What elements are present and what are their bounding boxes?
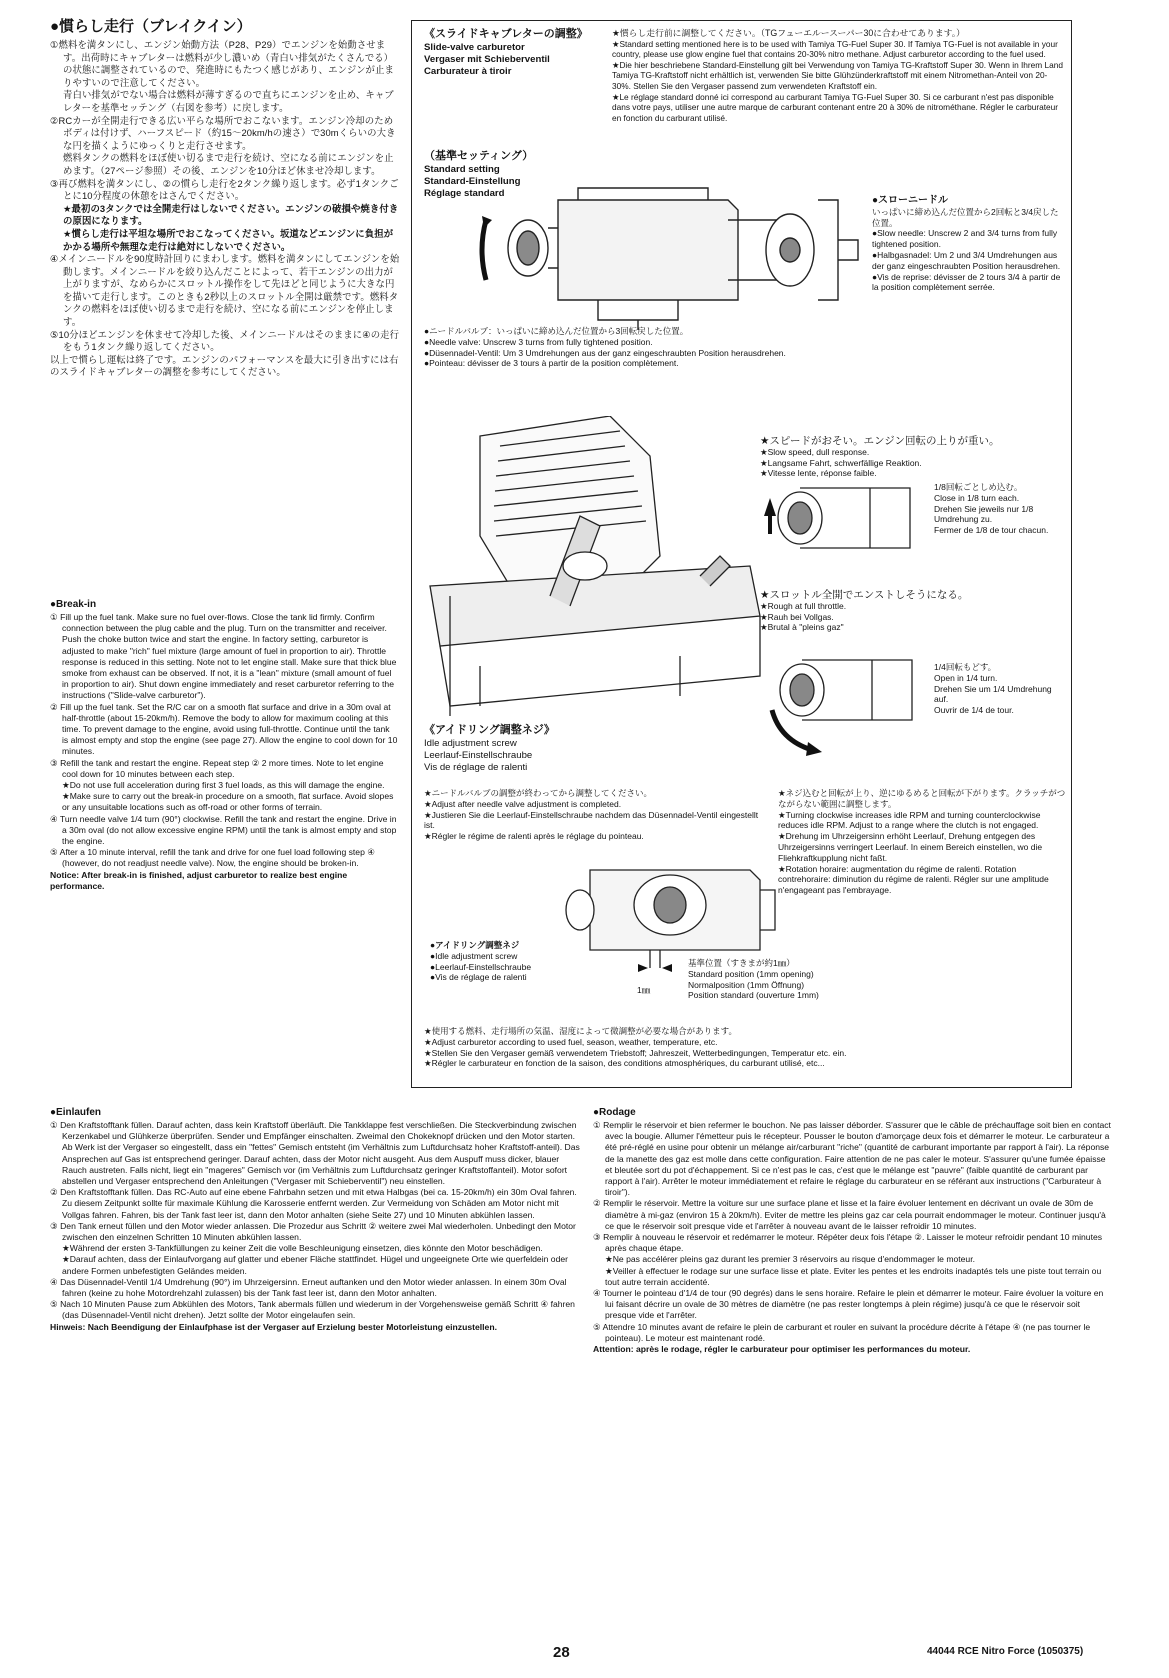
engine-illustration xyxy=(420,416,780,716)
needle-valve-fr: ●Pointeau: dévisser de 3 tours à partir de la position complètement. xyxy=(424,358,679,369)
idle-rpm-ja: ★ネジ込むと回転が上り、逆にゆるめると回転が下がります。クラッチがつながらない範囲に調整します。 xyxy=(778,788,1066,809)
std-title-en: Standard setting xyxy=(424,164,500,175)
std-pos-fr: Position standard (ouverture 1mm) xyxy=(688,990,819,1001)
fr-step-5: ⑤ Attendre 10 minutes avant de refaire le plein de carburant et rouler en suivant la procédure décrite à l'étape ④ (ne pas tourner le pointeau). Le moteur est maintenant rodé. xyxy=(593,1321,1091,1343)
idle-note-en: ★Adjust after needle valve adjustment is completed. xyxy=(424,798,622,809)
slow-needle-de: ●Halbgasnadel: Um 2 und 3/4 Umdrehungen aus der ganz eingeschraubten Position herausdrehen. xyxy=(872,249,1061,271)
en-step-3-warning-a: ★Do not use full acceleration during first 3 fuel loads, as this will damage the engine. xyxy=(62,780,385,791)
ja-step-3: ③再び燃料を満タンにし、②の慣らし走行を2タンク繰り返します。必ず1タンクごとに10分程度の休憩をはさんでください。 xyxy=(50,177,399,202)
ja-step-2: ②RCカーが全開走行できる広い平らな場所でおこないます。エンジン冷却のためボディは付けず、ハーフスピード（約15〜20km/hの速さ）で30mくらいの大きな円を描くようにゆっくりと走行させます。 xyxy=(50,114,396,151)
gap-1mm-label: 1㎜ xyxy=(637,985,651,995)
slide-title-en: Slide-valve carburetor xyxy=(424,42,525,53)
fr-attention: Attention: après le rodage, régler le carburateur pour optimiser les performances du moteur. xyxy=(593,1344,971,1355)
slow-speed-de: ★Langsame Fahrt, schwerfällige Reaktion. xyxy=(760,457,922,468)
open-quarter-label xyxy=(934,662,1066,716)
std-pos-ja: 基準位置（すきまが約1㎜） xyxy=(688,958,795,968)
std-pos-de: Normalposition (1mm Öffnung) xyxy=(688,979,805,990)
japanese-breakin-section xyxy=(50,18,402,379)
de-hinweis: Hinweis: Nach Beendigung der Einlaufphase ist der Vergaser auf Erzielung bester Motorleistung einzustellen. xyxy=(50,1321,497,1332)
rough-fr: ★Brutal à "pleins gaz" xyxy=(760,622,844,633)
needle-valve-ja: ●ニードルバルブ：いっぱいに締め込んだ位置から3回転戻した位置。 xyxy=(424,326,689,336)
fr-step-3-warning-a: ★Ne pas accélérer pleins gaz durant les premier 3 réservoirs au risque d'endommager le moteur. xyxy=(605,1254,975,1265)
breakin-heading: ●Break-in xyxy=(50,599,97,610)
idle-label-ja: ●アイドリング調整ネジ xyxy=(430,940,520,950)
std-pos-en: Standard position (1mm opening) xyxy=(688,968,814,979)
idle-rpm-notes xyxy=(778,788,1066,896)
idle-rpm-en: ★Turning clockwise increases idle RPM and turning counterclockwise reduces idle RPM. Adjust to a range where the clutch is not engaged. xyxy=(778,809,1041,831)
carburetor-standard-illustration xyxy=(478,180,878,330)
rough-en: ★Rough at full throttle. xyxy=(760,600,847,611)
ja-step-3-warning-a: ★最初の3タンクでは全開走行はしないでください。エンジンの破損や焼き付きの原因になります。 xyxy=(63,202,399,227)
close-eighth-ja: 1/8回転ごとしめ込む。 xyxy=(934,482,1023,492)
slow-speed-en: ★Slow speed, dull response. xyxy=(760,446,870,457)
rough-ja: ★スロットル全開でエンストしそうになる。 xyxy=(760,589,969,601)
idle-note-fr: ★Régler le régime de ralenti après le réglage du pointeau. xyxy=(424,831,644,842)
idle-label-fr: ●Vis de réglage de ralenti xyxy=(430,972,527,983)
idle-rpm-de: ★Drehung im Uhrzeigersinn erhöht Leerlauf, Drehung entgegen des Uhrzeigersinns verringert Leerlauf. In einem Bereich einstellen, wo die Fliehkraftkupplung nicht faßt. xyxy=(778,831,1043,863)
fr-step-3-warning-b: ★Veiller à effectuer le rodage sur une surface lisse et plate. Eviter les pentes et les endroits inadaptés tels une piste tout terrain ou tout autre terrain accidenté. xyxy=(605,1265,1102,1287)
needle-valve-de: ●Düsennadel-Ventil: Um 3 Umdrehungen aus der ganz eingeschraubten Position herausdrehen. xyxy=(424,347,786,358)
adjust-footer-de: ★Stellen Sie den Vergaser gemäß verwendetem Triebstoff; Jahreszeit, Wetterbedingungen, Temperatur etc. ein. xyxy=(424,1047,847,1058)
ja-step-2-note: 燃料タンクの燃料をほぼ使い切るまで走行を続け、空になる前にエンジンを止めます。（27ページ参照）その後、エンジンを10分ほど休ませ冷却します。 xyxy=(63,152,394,176)
close-eighth-de: Drehen Sie jeweils nur 1/8 Umdrehung zu. xyxy=(934,503,1034,525)
slow-speed-ja: ★スピードがおそい。エンジン回転の上りが重い。 xyxy=(760,435,1000,447)
needle-valve-en: ●Needle valve: Unscrew 3 turns from fully tightened position. xyxy=(424,336,653,347)
en-step-3-warning-b: ★Make sure to carry out the break-in procedure on a smooth, flat surface. Avoid slopes or any unsuitable locations such as off-road or other forms of terrain. xyxy=(62,791,394,813)
ja-step-1: ①燃料を満タンにし、エンジン始動方法（P28、P29）でエンジンを始動させます。出荷時にキャブレターは燃料が少し濃いめ（青白い排気がたくさんでる）の状態に調整されているので、発進時にもたつく感じがあり、エンジンが止まりやすいので注意してください。 xyxy=(50,39,394,88)
idle-screw-title xyxy=(424,724,624,774)
idle-note-de: ★Justieren Sie die Leerlauf-Einstellschraube nachdem das Düsennadel-Ventil eingestellt ist. xyxy=(424,809,759,831)
slide-note-ja: ★慣らし走行前に調整してください。（TGフューエルースーパー30に合わせてあります。） xyxy=(612,28,965,38)
ja-step-5: ⑤10分ほどエンジンを休ませて冷却した後、メインニードルはそのままに④の走行をもう1タンク繰り返してください。 xyxy=(50,328,400,353)
open-quarter-fr: Ouvrir de 1/4 de tour. xyxy=(934,705,1014,716)
en-step-1: ① Fill up the fuel tank. Make sure no fuel over-flows. Close the tank lid firmly. Confirm connection between the plug cable and the plug. Turn on the transmitter and receiver. Push the choke button twice and start the engine. In factory setting, carburetor is adjusted to make "rich" fuel mixture (large amount of fuel in proportion to air). Throttle response is reduced in this setting. Note not to let engine stall. Make sure that thick blue smoke from exhaust can be observed. If not, it is a "lean" mixture (small amount of fuel in proportion to air). Shut down engine immediately and reset carburetor referring to the instructions ("Slide-valve carburetor"). xyxy=(50,612,397,701)
de-step-2: ② Den Kraftstofftank füllen. Das RC-Auto auf eine ebene Fahrbahn setzen und mit etwa Halbgas (bei ca. 15-20km/h) ein 30m Oval fahren. Zu diesem Zeitpunkt sollte für maximale Kühlung die Karosserie entfernt werden. Zur Vermeidung von Schäden am Motor nicht mit Vollgas fahren. Fahren, bis der Tank fast leer ist, dann den Motor anhalten (siehe Seite 27) und 10 Minuten abkühlen lassen. xyxy=(50,1187,577,1220)
ja-step-1-note: 青白い排気がでない場合は燃料が薄すぎるので直ちにエンジンを止め、キャブレターを基準セッテング（右図を参考）に戻します。 xyxy=(63,89,394,113)
open-needle-illustration xyxy=(762,650,932,760)
close-needle-illustration xyxy=(760,478,930,558)
std-title-fr: Réglage standard xyxy=(424,188,505,199)
slow-needle-en: ●Slow needle: Unscrew 2 and 3/4 turns from fully tightened position. xyxy=(872,228,1058,250)
french-section xyxy=(593,1106,1113,1355)
slow-needle-ja: いっぱいに締め込んだ位置から2回転と3/4戻した位置。 xyxy=(872,206,1059,228)
rough-de: ★Rauh bei Vollgas. xyxy=(760,611,834,622)
de-step-5: ⑤ Nach 10 Minuten Pause zum Abkühlen des Motors, Tank abermals füllen und wiederum in der Vorgehensweise gemäß Schritt ④ fahren (das Düsennadel-Ventil nicht drehen). Jetzt sollte der Motor eingelaufen sein. xyxy=(50,1299,575,1321)
adjust-footer-fr: ★Régler le carburateur en fonction de la saison, des conditions atmosphériques, du carburant utilisé, etc... xyxy=(424,1058,825,1069)
de-step-3-warning-a: ★Während der ersten 3-Tankfüllungen zu keiner Zeit die volle Beschleunigung einsetzen, dies könnte den Motor beschädigen. xyxy=(62,1243,543,1254)
slow-needle-title: ●スローニードル xyxy=(872,195,949,206)
fr-step-1: ① Remplir le réservoir et bien refermer le bouchon. Ne pas laisser déborder. S'assurer que le câble de préchauffage soit bien en contact avec la bougie. Allumer l'émetteur puis le récepteur. Pousser le bouton d'amorçage deux fois et démarrer le moteur. Le carburateur a été pré-réglé en usine pour obtenir un mélange air/carburant "riche" (quantité de carburant importante par rapport à l'air). La réponse de la manette des gaz est molle dans cette configuration. Faire attention de ne pas caler le moteur. S'assurer qu'une fumée épaisse et bleutée sort du pot d'échappement. Si ce n'est pas le cas, c'est que le mélange est "pauvre" (faible quantité de carburant par rapport à l'air). Arrêter le moteur immédiatement et refaire le réglage du carburateur en se référant aux instructions ("Carburateur à tiroir"). xyxy=(593,1120,1111,1198)
close-eighth-fr: Fermer de 1/8 de tour chacun. xyxy=(934,525,1049,536)
slow-needle-label xyxy=(872,196,1067,293)
ja-outro: 以上で慣らし運転は終了です。エンジンのパフォーマンスを最大に引き出すには右のスライドキャブレターの調整を参考にしてください。 xyxy=(50,353,399,378)
en-step-5: ⑤ After a 10 minute interval, refill the tank and drive for one fuel load following step ④ (however, do not readjust needle valve). Now, the engine should be broken-in. xyxy=(50,847,375,869)
needle-valve-label xyxy=(424,326,864,369)
idle-title-de: Leerlauf-Einstellschraube xyxy=(424,750,533,761)
open-quarter-ja: 1/4回転もどす。 xyxy=(934,662,997,672)
idle-title-ja: 《アイドリング調整ネジ》 xyxy=(424,724,555,736)
slide-title-fr: Carburateur à tiroir xyxy=(424,66,512,77)
idle-rpm-fr: ★Rotation horaire: augmentation du régime de ralenti. Rotation contrehoraire: diminution du régime de ralenti. Régler sur une amplitude n'engageant pas l'embrayage. xyxy=(778,863,1049,896)
ja-step-3-warning-b: ★慣らし走行は平坦な場所でおこなってください。坂道などエンジンに負担がかかる場所や無理な走行は絶対にしないでください。 xyxy=(63,227,394,252)
adjust-footer-ja: ★使用する燃料、走行場所の気温、湿度によって微調整が必要な場合があります。 xyxy=(424,1026,737,1036)
slide-note-en: ★Standard setting mentioned here is to be used with Tamiya TG-Fuel Super 30. If Tamiya TG-Fuel is not available in your country, please use glow engine fuel that contains 20-30% nitro methane. Adjust carburetor according to the fuel used. xyxy=(612,38,1058,60)
open-quarter-de: Drehen Sie um 1/4 Umdrehung auf. xyxy=(934,683,1052,705)
standard-position-label xyxy=(688,958,888,1001)
ja-step-4: ④メインニードルを90度時計回りにまわします。燃料を満タンにしてエンジンを始動します。メインニードルを絞り込んだことによって、若干エンジンの出力が上がりますが、なめらかにスロットル操作をして先ほどと同じように大きな円を描いて走行します。このときも2秒以上のスロットル全開は厳禁です。燃料タンクの燃料をほぼ使い切るまで走行を続け、空になる前にエンジンを停止します。 xyxy=(50,253,400,328)
slide-notes xyxy=(612,28,1066,123)
rodage-heading: ●Rodage xyxy=(593,1107,636,1118)
slide-title-de: Vergaser mit Schieberventil xyxy=(424,54,550,65)
rough-throttle-text xyxy=(760,590,1065,633)
fr-step-3: ③ Remplir à nouveau le réservoir et redémarrer le moteur. Répéter deux fois l'étape ②. Laisser le moteur refroidir pendant 10 minutes après chaque étape. xyxy=(593,1232,1103,1254)
english-breakin-section xyxy=(50,598,398,892)
de-step-3-warning-b: ★Darauf achten, dass der Einlaufvorgang auf glatter und ebener Fläche stattfindet. Hügel und ungeeignete Orte wie querfeldein oder andere Formen unbefestigten Geländes meiden. xyxy=(62,1254,568,1276)
fr-step-2: ② Remplir le réservoir. Mettre la voiture sur une surface plane et lisse et la faire évoluer lentement en décrivant un ovale de 30m de diamètre à mi-gaz (environ 15 à 20km/h). Eviter de mettre les pleins gaz car cela pourrait endommager le moteur. Continuer jusqu'à ce que le réservoir soit presque vide et l'arrêter à nouveau avant de le laisser refroidir 10 minutes. xyxy=(593,1198,1106,1231)
std-title-ja: （基準セッティング） xyxy=(424,150,534,162)
en-step-4: ④ Turn needle valve 1/4 turn (90°) clockwise. Refill the tank and restart the engine. Drive in a 30m oval (do not allow excessive engine RPM) until the tank is almost empty and stop the engine. xyxy=(50,813,397,847)
slow-needle-fr: ●Vis de reprise: dévisser de 2 tours 3/4 à partir de la position complètement serrée. xyxy=(872,271,1061,293)
adjust-footer-en: ★Adjust carburetor according to used fuel, season, weather, temperature, etc. xyxy=(424,1036,718,1047)
slow-speed-text xyxy=(760,436,1065,479)
slide-valve-title xyxy=(424,28,604,78)
fr-step-4: ④ Tourner le pointeau d'1/4 de tour (90 degrés) dans le sens horaire. Refaire le plein et démarrer le moteur. Faire évoluer la voiture en lui faisant décrire un ovale de 30 mètres de diamètre (ne pas rester longtemps à plein régime) jusqu'à ce que le réservoir soit presque vide et l'arrêter. xyxy=(593,1288,1104,1321)
idle-label-de: ●Leerlauf-Einstellschraube xyxy=(430,961,532,972)
einlaufen-heading: ●Einlaufen xyxy=(50,1107,102,1118)
en-step-2: ② Fill up the fuel tank. Set the R/C car on a smooth flat surface and drive in a 30m oval at half-throttle (about 15-20km/h). Remove the body to allow for maximum cooling at this time. To prevent damage to the engine, avoid using full-throttle. Continue until the tank is almost empty and stop the engine (see page 27). Allow the engine to cool down for 10 minutes. xyxy=(50,701,398,757)
open-quarter-en: Open in 1/4 turn. xyxy=(934,672,998,683)
close-eighth-en: Close in 1/8 turn each. xyxy=(934,492,1020,503)
adjust-footer-notes xyxy=(424,1026,1064,1069)
breakin-title-ja: ●慣らし走行（ブレイクイン） xyxy=(50,18,252,35)
en-notice: Notice: After break-in is finished, adjust carburetor to realize best engine performance. xyxy=(50,869,348,891)
idle-title-en: Idle adjustment screw xyxy=(424,738,517,749)
product-code: 44044 RCE Nitro Force (1050375) xyxy=(927,1646,1084,1657)
german-section xyxy=(50,1106,582,1333)
page-number: 28 xyxy=(553,1644,570,1661)
idle-label-en: ●Idle adjustment screw xyxy=(430,950,518,961)
idle-note-ja: ★ニードルバルブの調整が終わってから調整してください。 xyxy=(424,788,652,798)
slide-note-de: ★Die hier beschriebene Standard-Einstellung gilt bei Verwendung von Tamiya TG-Kraftstoff Super 30. Wenn in Ihrem Land Tamiya TG-Kraftstoff nicht erhältlich ist, verwenden Sie bitte Glühzünderkraftstoff mit einem Nitromethan-Anteil von 20-30%. Stellen Sie den Vergaser passend zum verwendeten Kraftstoff ein. xyxy=(612,59,1063,91)
slide-note-fr: ★Le réglage standard donné ici correspond au carburant Tamiya TG-Fuel Super 30. Si ce carburant n'est pas disponible dans votre pays, utiliser une autre marque de carburant contenant entre 20 à 30% de nitrométhane. Régler le carburateur en fonction du carburant utilisé. xyxy=(612,91,1058,123)
slide-title-ja: 《スライドキャブレターの調整》 xyxy=(424,28,588,40)
en-step-3: ③ Refill the tank and restart the engine. Repeat step ② 2 more times. Note to let engine cool down for 10 minutes between each step. xyxy=(50,757,384,779)
close-eighth-label xyxy=(934,482,1066,536)
idle-notes xyxy=(424,788,764,842)
idle-title-fr: Vis de réglage de ralenti xyxy=(424,762,528,773)
de-step-3: ③ Den Tank erneut füllen und den Motor wieder anlassen. Die Prozedur aus Schritt ② weitere zwei Mal wiederholen. Unbedingt den Motor zwischen den einzelnen Schritten 10 Minuten abkühlen lassen. xyxy=(50,1220,576,1243)
idle-screw-label xyxy=(430,940,580,983)
slow-speed-fr: ★Vitesse lente, réponse faible. xyxy=(760,468,877,479)
de-step-1: ① Den Kraftstofftank füllen. Darauf achten, dass kein Kraftstoff überläuft. Die Tankklappe fest verschließen. Die Steckverbindung zwischen Kerzenkabel und Glühkerze überprüfen. Sender und Empfänger einschalten. Zweimal den Chokeknopf drücken und den Motor starten. Ab Werk ist der Vergaser so eingestellt, dass ein "fettes" Gemisch entsteht (im Verhältnis zum Luftdurchsatz hoher Kraftstoff-anteil). Das Ansprechen auf Gas ist entsprechend geringer. Darauf achten, dass der Motor nicht ausgeht. Aus dem Auspuff muss dicker, blauer Rauch austreten. Falls nicht, liegt ein "mageres" Gemisch vor (im Verhältnis zum Luftdurchsatz geringer Kraftstoffanteil). Motor sofort abstellen und Vergaser entsprechend den Anleitungen ("Vergaser mit Schieberventil") neu einstellen. xyxy=(50,1120,580,1187)
std-title-de: Standard-Einstellung xyxy=(424,176,521,187)
de-step-4: ④ Das Düsennadel-Ventil 1/4 Umdrehung (90°) im Uhrzeigersinn. Erneut auftanken und den Motor wieder anlassen. In einem 30m Oval fahren (keine zu hohe Motordrehzahl zulassen) bis der Tank fast leer ist, dann den Motor anhalten. xyxy=(50,1276,567,1299)
